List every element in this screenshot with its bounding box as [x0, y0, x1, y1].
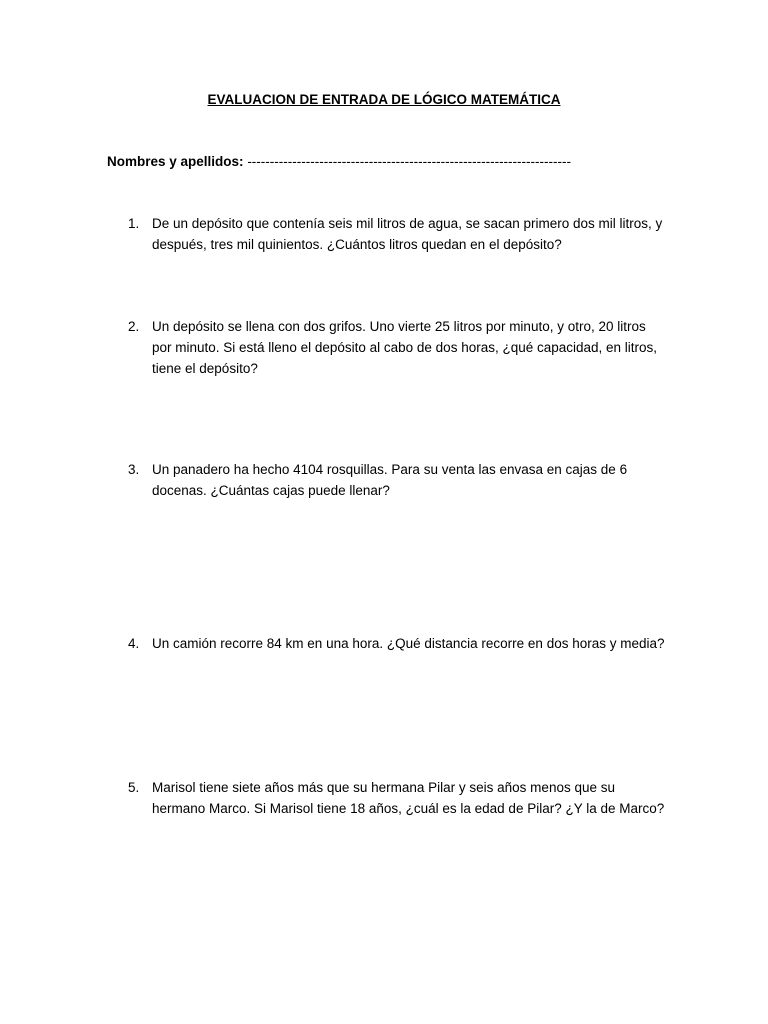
question-text: Un depósito se llena con dos grifos. Uno vierte 25 litros por minuto, y otro, 20 litros por minuto. Si está lleno el depósito al cabo de dos horas, ¿qué capacidad, en litros, tiene el depósito? [152, 319, 658, 376]
question-number: 5. [128, 780, 140, 795]
question-text: De un depósito que contenía seis mil litros de agua, se sacan primero dos mil litros, y después, tres mil quinientos. ¿Cuántos litros quedan en el depósito? [152, 216, 663, 252]
question-number: 2. [128, 319, 140, 334]
question-1 [128, 213, 668, 255]
question-text: Marisol tiene siete años más que su hermana Pilar y seis años menos que su hermano Marco. Si Marisol tiene 18 años, ¿cuál es la edad de Pilar? ¿Y la de Marco? [152, 780, 665, 816]
question-5 [128, 777, 668, 819]
document-title: EVALUACION DE ENTRADA DE LÓGICO MATEMÁTICA [207, 92, 561, 107]
name-label: Nombres y apellidos: [107, 154, 244, 169]
question-number: 4. [128, 636, 140, 651]
question-text: Un camión recorre 84 km en una hora. ¿Qué distancia recorre en dos horas y media? [152, 636, 665, 651]
question-2 [128, 316, 668, 379]
name-blank-line: ------------------------------------------------------------------------ [247, 154, 571, 169]
name-field-line [107, 154, 727, 169]
question-number: 3. [128, 462, 140, 477]
question-text: Un panadero ha hecho 4104 rosquillas. Para su venta las envasa en cajas de 6 docenas. ¿Cuántas cajas puede llenar? [152, 462, 628, 498]
question-4 [128, 633, 668, 654]
question-3 [128, 459, 668, 501]
question-number: 1. [128, 216, 140, 231]
